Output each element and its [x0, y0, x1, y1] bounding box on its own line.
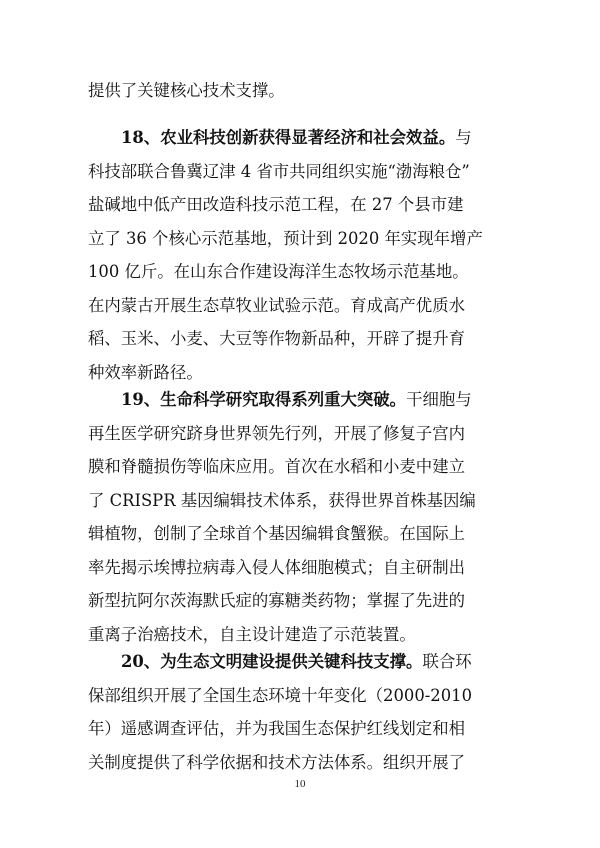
text-line: 新型抗阿尔茨海默氏症的寡糖类药物；掌握了先进的 — [88, 591, 465, 610]
text-line: 关制度提供了科学依据和技术方法体系。组织开展了 — [88, 752, 465, 772]
text-span: 干细胞与 — [406, 390, 472, 409]
text-line: 种效率新路径。 — [88, 362, 203, 382]
text-line: 科技部联合鲁冀辽津 4 省市共同组织实施“渤海粮仓” — [88, 161, 470, 181]
page-number: 10 — [294, 778, 306, 790]
paragraph-intro — [88, 74, 513, 108]
text-line: 稻、玉米、小麦、大豆等作物新品种，开辟了提升育 — [88, 329, 465, 348]
text-line — [88, 645, 513, 679]
paragraph-heading: 18、农业科技创新获得显著经济和社会效益。 — [121, 128, 456, 147]
paragraph-heading: 19、生命科学研究取得系列重大突破。 — [121, 390, 407, 409]
text-line: 在内蒙古开展生态草牧业试验示范。育成高产优质水 — [88, 295, 465, 315]
text-line: 了 CRISPR 基因编辑技术体系，获得世界首株基因编 — [88, 490, 476, 510]
text-span: 联合环 — [422, 652, 472, 671]
text-line: 盐碱地中低产田改造科技示范工程，在 27 个县市建 — [88, 195, 464, 214]
text-line: 辑植物，创制了全球首个基因编辑食蟹猴。在国际上 — [88, 524, 465, 543]
text-line: 膜和脊髓损伤等临床应用。首次在水稻和小麦中建立 — [88, 457, 465, 476]
text-line: 提供了关键核心技术支撑。 — [88, 81, 285, 100]
text-line — [88, 121, 513, 155]
text-line: 率先揭示埃博拉病毒入侵人体细胞模式；自主研制出 — [88, 557, 465, 577]
paragraph-18 — [88, 121, 513, 389]
text-line: 再生医学研究跻身世界领先行列，开展了修复子宫内 — [88, 423, 465, 443]
text-line: 年）遥感调查评估，并为我国生态保护红线划定和相 — [88, 719, 465, 738]
text-line: 保部组织开展了全国生态环境十年变化（2000-2010 — [88, 685, 472, 705]
text-span: 与 — [455, 128, 472, 147]
paragraph-heading: 20、为生态文明建设提供关键科技支撑。 — [121, 652, 423, 671]
text-line: 重离子治癌技术，自主设计建造了示范装置。 — [88, 624, 416, 644]
paragraph-19 — [88, 383, 513, 651]
text-line: 立了 36 个核心示范基地，预计到 2020 年实现年增产 — [88, 228, 483, 248]
text-line — [88, 383, 513, 417]
text-line: 100 亿斤。在山东合作建设海洋生态牧场示范基地。 — [88, 262, 469, 281]
paragraph-20 — [88, 645, 513, 779]
